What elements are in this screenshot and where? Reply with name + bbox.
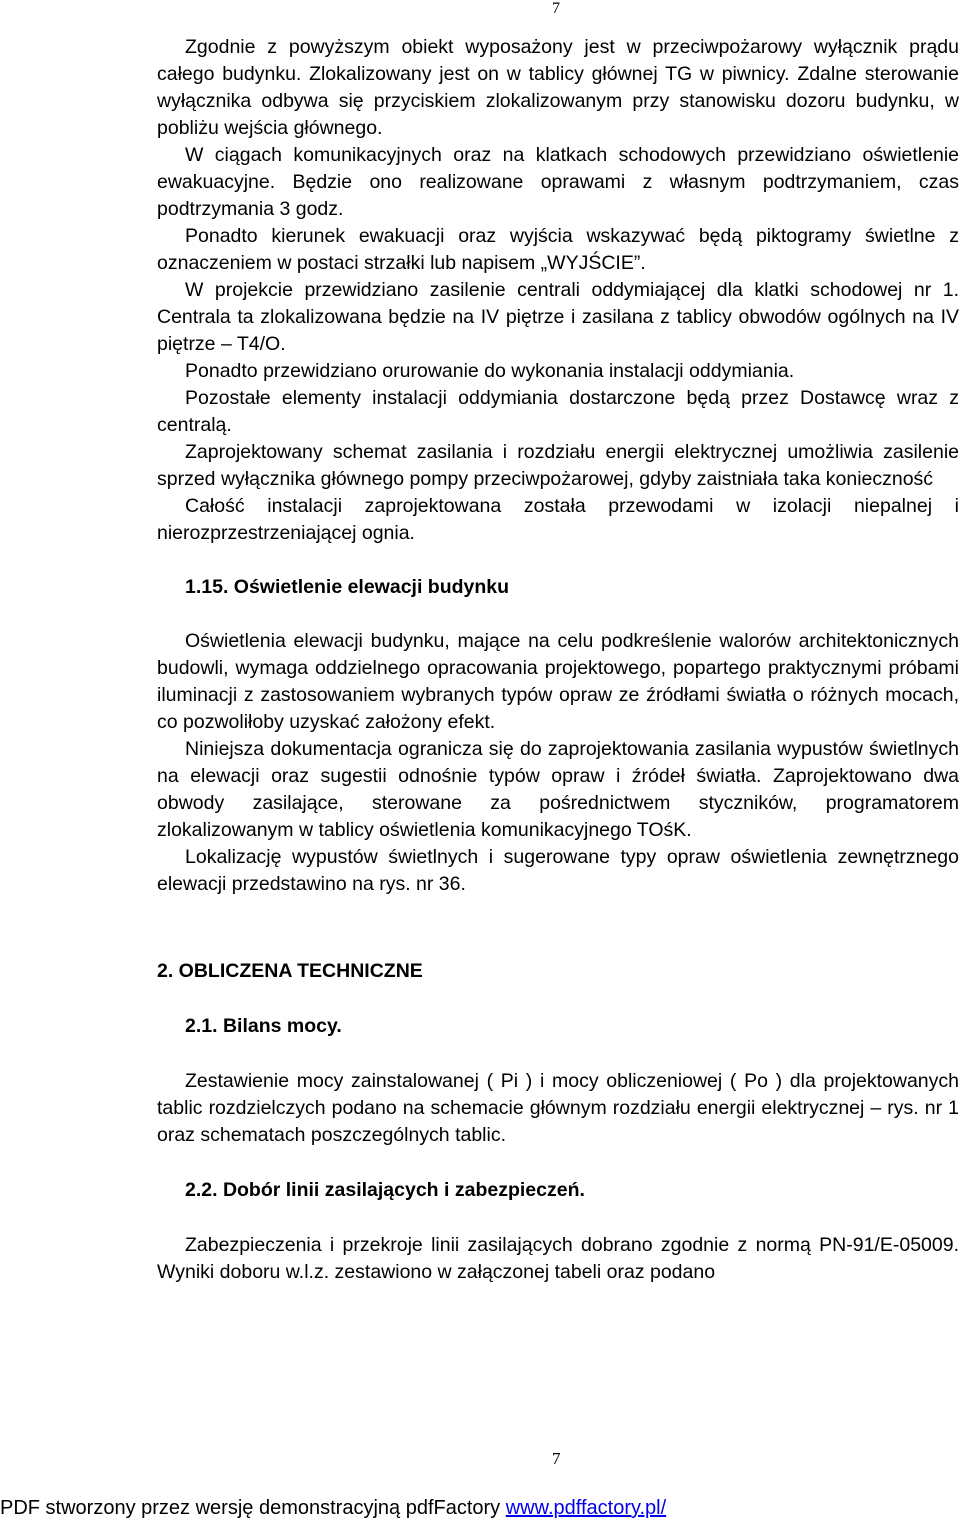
pdf-footer [0,1494,960,1522]
paragraph: Pozostałe elementy instalacji oddymiania dostarczone będą przez Dostawcę wraz z centralą. [157,387,959,436]
paragraph: Zestawienie mocy zainstalowanej ( Pi ) i mocy obliczeniowej ( Po ) dla projektowanych tablic rozdzielczych podano na schemacie głównym rozdziału energii elektrycznej – rys. nr 1 oraz schematach poszczególnych tablic. [157,1070,959,1146]
section-heading-2-2: 2.2. Dobór linii zasilających i zabezpieczeń. [185,1179,585,1201]
footer-text: PDF stworzony przez wersję demonstracyjną pdfFactory [0,1497,506,1519]
paragraph: Ponadto przewidziano orurowanie do wykonania instalacji oddymiania. [185,360,795,382]
paragraph: Lokalizację wypustów świetlnych i sugerowane typy opraw oświetlenia zewnętrznego elewacji przedstawino na rys. nr 36. [157,846,959,895]
page-number-bottom: 7 [552,1449,561,1468]
paragraph: Niniejsza dokumentacja ogranicza się do zaprojektowania zasilania wypustów świetlnych na elewacji oraz sugestii odnośnie typów opraw i źródeł światła. Zaprojektowano dwa obwody zasilające, sterowane za pośrednictwem styczników, programatorem zlokalizowanym w tablicy oświetlenia komunikacyjnego TOśK. [157,738,959,841]
footer-link[interactable]: www.pdffactory.pl/ [505,1497,667,1519]
paragraph: Zgodnie z powyższym obiekt wyposażony jest w przeciwpożarowy wyłącznik prądu całego budynku. Zlokalizowany jest on w tablicy głównej TG w piwnicy. Zdalne sterowanie wyłącznika odbywa się przyciskiem zlokalizowanym przy stanowisku dozoru budynku, w pobliżu wejścia głównego. [157,36,959,139]
paragraph: Całość instalacji zaprojektowana została przewodami w izolacji niepalnej i nierozprzestrzeniającej ognia. [157,495,959,544]
paragraph: W projekcie przewidziano zasilenie centrali oddymiającej dla klatki schodowej nr 1. Centrala ta zlokalizowana będzie na IV piętrze i zasilana z tablicy obwodów ogólnych na IV piętrze – T4/O. [157,279,959,355]
paragraph: Zaprojektowany schemat zasilania i rozdziału energii elektrycznej umożliwia zasilenie sprzed wyłącznika głównego pompy przeciwpożarowej, gdyby zaistniała taka konieczność [157,441,959,490]
page-number-top: 7 [552,0,560,17]
paragraph: Zabezpieczenia i przekroje linii zasilających dobrano zgodnie z normą PN-91/E-05009. Wyniki doboru w.l.z. zestawiono w załączonej tabeli oraz podano [157,1234,959,1283]
document-body [157,34,959,1286]
paragraph: Ponadto kierunek ewakuacji oraz wyjścia wskazywać będą piktogramy świetlne z oznaczeniem w postaci strzałki lub napisem „WYJŚCIE”. [157,225,959,274]
section-heading-1-15: 1.15. Oświetlenie elewacji budynku [185,576,510,598]
paragraph: W ciągach komunikacyjnych oraz na klatkach schodowych przewidziano oświetlenie ewakuacyjne. Będzie ono realizowane oprawami z własnym podtrzymaniem, czas podtrzymania 3 godz. [157,144,959,220]
section-heading-2-1: 2.1. Bilans mocy. [185,1015,342,1037]
paragraph: Oświetlenia elewacji budynku, mające na celu podkreślenie walorów architektonicznych budowli, wymaga oddzielnego opracowania projektowego, popartego praktycznymi próbami iluminacji z zastosowaniem wybranych typów opraw ze źródłami światła o różnych mocach, co pozwoliłoby uzyskać założony efekt. [157,630,959,733]
chapter-heading-2: 2. OBLICZENA TECHNICZNE [157,960,423,982]
